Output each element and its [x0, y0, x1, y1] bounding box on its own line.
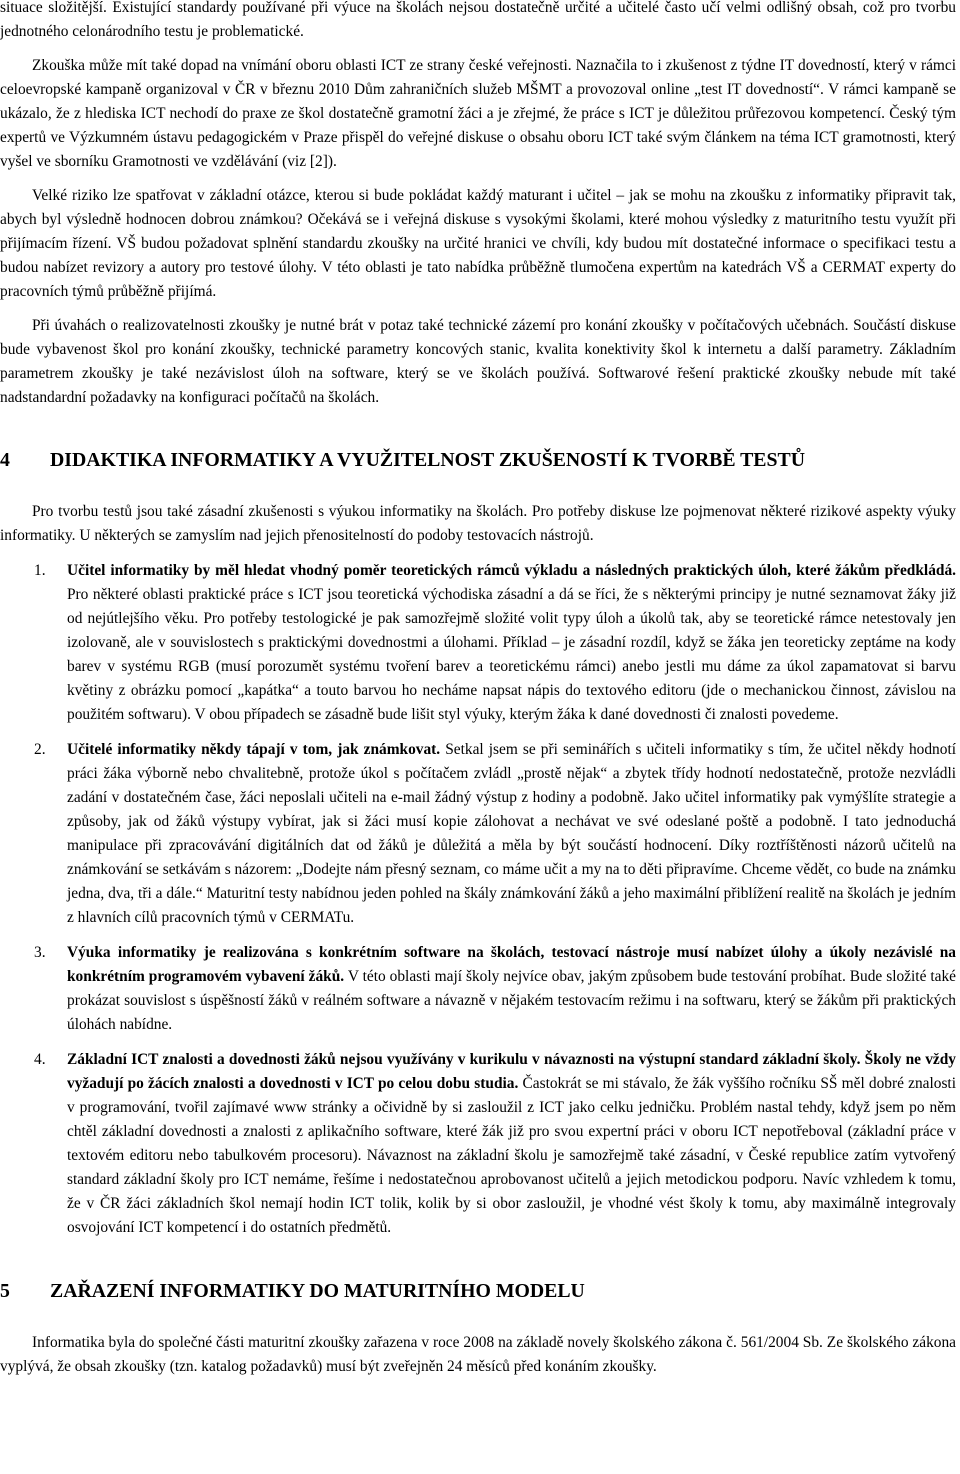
- section-heading-5: [0, 1278, 956, 1304]
- paragraph-didactics-intro: Pro tvorbu testů jsou také zásadní zkušenosti s výukou informatiky na školách. Pro potřeby diskuse lze pojmenovat některé rizikové aspekty výuky informatiky. U některých se zamyslím nad jejich přenositelností do podoby testovacích nástrojů.: [0, 503, 956, 544]
- numbered-list: [0, 559, 956, 1240]
- section-heading-4: [0, 447, 956, 473]
- section-number: 4: [0, 449, 10, 471]
- list-item-text: Setkal jsem se při seminářích s učiteli informatiky s tím, že učitel někdy hodnotí práci žáka výborně nebo chvalitebně, protože úkol s počítačem zvládl „prostě nějak“ a zbytek třídy hodnotí nedostatečně, protože nezvládli zadání v dostatečném čase, žáci neposlali učiteli na e-mail žádný výstup z hodiny a podobně. Jako učitel informatiky pak vymýšlíte strategie a způsoby, jak od žáků výstupy vybírat, jak si žáci musí kopie zálohovat a nechávat ve své odeslané poště a podobně. I tato jednoduchá manipulace při zpracovávání digitálních dat od žáků je důležitá a měla by být součástí hodnocení. Díky roztříštěnosti názorů učitelů na známkování se setkávám s názorem: „Dodejte nám přesný seznam, co máme učit a my na to děti připravíme. Chceme vědět, co bude na známku jedna, dva, tři a dále.“ Maturitní testy nabídnou jeden pohled na škály známkování žáků a jeho maximální přiblížení realitě na školách je jedním z hlavních cílů pracovních týmů v CERMATu.: [67, 741, 956, 926]
- list-item-lead: Základní ICT znalosti a dovednosti žáků nejsou využívány v kurikulu v návaznosti na výstupní standard základní školy.: [67, 1051, 861, 1068]
- list-item-lead: Učitel informatiky by měl hledat vhodný poměr teoretických rámců výkladu a následných praktických úloh, které žákům předkládá.: [67, 562, 956, 579]
- paragraph-technical-background: Při úvahách o realizovatelnosti zkoušky je nutné brát v potaz také technické zázemí pro konání zkoušky v počítačových učebnách. Součástí diskuse bude vybavenost škol pro konání zkoušky, technické parametry koncových stanic, kvalita konektivity škol k internetu a další parametry. Základním parametrem zkoušky je také nezávislost úloh na software, který se ve školách používá. Softwarové řešení praktické zkoušky nebude mít také nadstandardní požadavky na konfiguraci počítačů na školách.: [0, 317, 956, 406]
- list-item-text: Pro některé oblasti praktické práce s ICT jsou teoretická východiska zásadní a dá se říci, že s některými principy je nutné seznamovat žáky již od nejútlejšího věku. Pro potřeby testologické je pak samozřejmě složité volit typy úloh a úkolů tak, aby se teoretické rámce netestovaly jen izolovaně, ale v souvislostech s praktickými dovednostmi a úlohami. Příklad – je zásadní rozdíl, když se žáka jen teoreticky zeptáme na kody barev v systému RGB (musí porozumět systému tvoření barev a teoretickému rámci) anebo jestli mu dáme za úkol zapamatovat si barvu květiny z obrázku pomocí „kapátka“ a touto barvou ho necháme napsat nápis do textového editoru (jde o mechanickou činnost, závislou na použitém softwaru). V obou případech se zásadně bude lišit styl výuky, kterým žáka k dané dovednosti či znalosti povedeme.: [67, 586, 956, 723]
- list-item-lead-2: Školy ne vždy vyžadují po žácích znalosti a dovednosti v ICT po celou dobu studia.: [67, 1051, 956, 1092]
- paragraph-intro: situace složitější. Existující standardy používané při výuce na školách nejsou dostatečně určité a učitelé často učí velmi odlišný obsah, což pro tvorbu jednotného celonárodního testu je problematické.: [0, 0, 956, 40]
- list-item: [0, 1048, 956, 1240]
- list-item: [0, 941, 956, 1037]
- list-item-number: 3.: [34, 944, 46, 961]
- list-item-number: 4.: [34, 1051, 46, 1068]
- section-title: DIDAKTIKA INFORMATIKY A VYUŽITELNOST ZKUŠENOSTÍ K TVORBĚ TESTŮ: [50, 449, 805, 471]
- list-item-lead: Výuka informatiky je realizována s konkrétním software na školách, testovací nástroje musí nabízet úlohy a úkoly nezávislé na konkrétním programovém vybavení žáků.: [67, 944, 956, 985]
- list-item-number: 1.: [34, 562, 46, 579]
- section-number: 5: [0, 1280, 10, 1302]
- paragraph-maturita-inclusion: Informatika byla do společné části maturitní zkoušky zařazena v roce 2008 na základě novely školského zákona č. 561/2004 Sb. Ze školského zákona vyplývá, že obsah zkoušky (tzn. katalog požadavků) musí být zveřejněn 24 měsíců před konáním zkoušky.: [0, 1334, 956, 1375]
- list-item: [0, 559, 956, 727]
- section-title: ZAŘAZENÍ INFORMATIKY DO MATURITNÍHO MODELU: [50, 1280, 585, 1302]
- paragraph-public-perception: Zkouška může mít také dopad na vnímání oboru oblasti ICT ze strany české veřejnosti. Naznačila to i zkušenost z týdne IT dovedností, který v rámci celoevropské kampaně organizoval v ČR v březnu 2010 Dům zahraničních služeb MŠMT a provozoval online „test IT dovedností“. V rámci kampaně se ukázalo, že z hlediska ICT nechodí do praxe ze škol dostatečně gramotní žáci a je zřejmé, že práce s ICT je důležitou průřezovou kompetencí. Český tým expertů ve Výzkumném ústavu pedagogickém v Praze přispěl do veřejné diskuse o obsahu oboru ICT také svým článkem na téma ICT gramotnosti, který vyšel ve sborníku Gramotnosti ve vzdělávání (viz [2]).: [0, 57, 956, 170]
- list-item-text-2: Častokrát se mi stávalo, že žák vyššího ročníku SŠ měl dobré znalosti v programování, tvořil zajímavé www stránky a očividně by si zasloužil z ICT jako celku jedničku. Problém nastal tehdy, když jsem po něm chtěl základní dovednosti a znalosti z aplikačního software, které žák již pro svou expertní práci v oboru ICT nepotřeboval (základní práce v textovém editoru nebo tabulkovém procesoru). Návaznost na základní školu je samozřejmě také zásadní, v České republice zatím vytvořený standard základní školy pro ICT nemáme, řešíme i nedostatečnou aprobovanost učitelů a jejich metodickou podporu. Navíc vzhledem k tomu, že v ČR žáci základních škol nemají hodin ICT tolik, kolik by si obor zasloužil, je vhodné vést školy k tomu, aby maximálně integrovaly osvojování ICT kompetencí i do ostatních předmětů.: [67, 1075, 956, 1236]
- list-item-lead: Učitelé informatiky někdy tápají v tom, jak známkovat.: [67, 741, 441, 758]
- list-item-text: V této oblasti mají školy nejvíce obav, jakým způsobem bude testování probíhat. Bude složité také prokázat souvislost s úspěšností žáků v reálném software a návazně v nějakém testovacím režimu i na softwaru, který se žákům při praktických úlohách nabídne.: [67, 968, 956, 1033]
- paragraph-exam-risk: Velké riziko lze spatřovat v základní otázce, kterou si bude pokládat každý maturant i učitel – jak se mohu na zkoušku z informatiky připravit tak, abych byl výsledně hodnocen dobrou známkou? Očekává se i veřejná diskuse s vysokými školami, které mohou výsledky z maturitního testu využít při přijímacím řízení. VŠ budou požadovat splnění standardu zkoušky na určité hranici ve chvíli, kdy budou mít dostatečné informace o specifikaci testu a budou nabízet revizory a autory pro testové úlohy. V této oblasti je tato nabídka průběžně tlumočena expertům na katedrách VŠ a CERMAT experty do pracovních týmů průběžně přijímá.: [0, 187, 956, 300]
- list-item-number: 2.: [34, 741, 46, 758]
- list-item: [0, 738, 956, 930]
